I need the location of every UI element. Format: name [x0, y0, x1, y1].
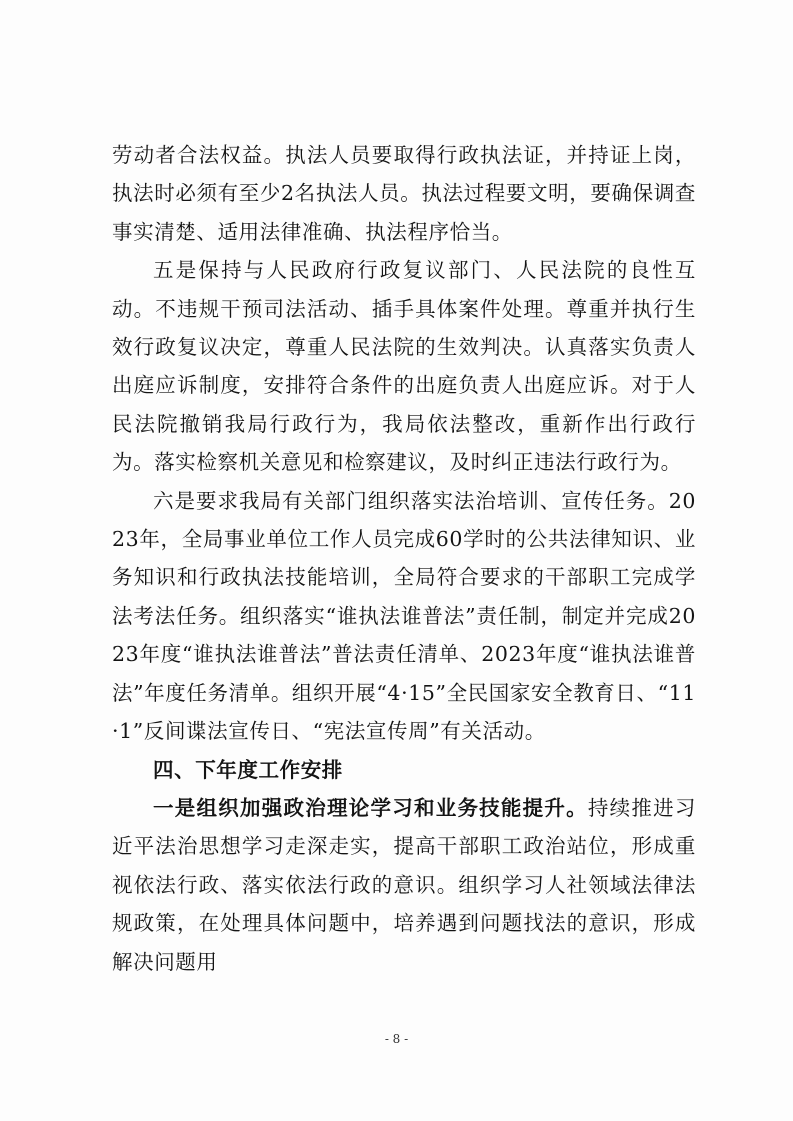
- paragraph-item-six: 六是要求我局有关部门组织落实法治培训、宣传任务。2023年，全局事业单位工作人员完成60学时的公共法律知识、业务知识和行政执法技能培训，全局符合要求的干部职工完成学法考法任务。组织落实“谁执法谁普法”责任制，制定并完成2023年度“谁执法谁普法”普法责任清单、2023年度“谁执法谁普法”年度任务清单。组织开展“4·15”全民国家安全教育日、“11·1”反间谍法宣传日、“宪法宣传周”有关活动。: [112, 488, 696, 744]
- paragraph-item-five: 五是保持与人民政府行政复议部门、人民法院的良性互动。不违规干预司法活动、插手具体案件处理。尊重并执行生效行政复议决定，尊重人民法院的生效判决。认真落实负责人出庭应诉制度，安排符合条件的出庭负责人出庭应诉。对于人民法院撤销我局行政行为，我局依法整改，重新作出行政行为。落实检察机关意见和检察建议，及时纠正违法行政行为。: [112, 258, 696, 475]
- paragraph-body: 持续推进习近平法治思想学习走深走实，提高干部职工政治站位，形成重视依法行政、落实依法行政的意识。组织学习人社领域法律法规政策，在处理具体问题中，培养遇到问题找法的意识，形成解决问题用: [112, 795, 697, 974]
- paragraph-lead: 一是组织加强政治理论学习和业务技能提升。: [153, 795, 588, 820]
- section-heading: 四、下年度工作安排: [153, 757, 343, 782]
- page-number: - 8 -: [384, 1032, 409, 1046]
- paragraph-continued: 劳动者合法权益。执法人员要取得行政执法证，并持证上岗，执法时必须有至少2名执法人员。执法过程要文明，要确保调查事实清楚、适用法律准确、执法程序恰当。: [112, 143, 696, 244]
- paragraph-item-one: [112, 789, 696, 981]
- page-body: [112, 136, 696, 981]
